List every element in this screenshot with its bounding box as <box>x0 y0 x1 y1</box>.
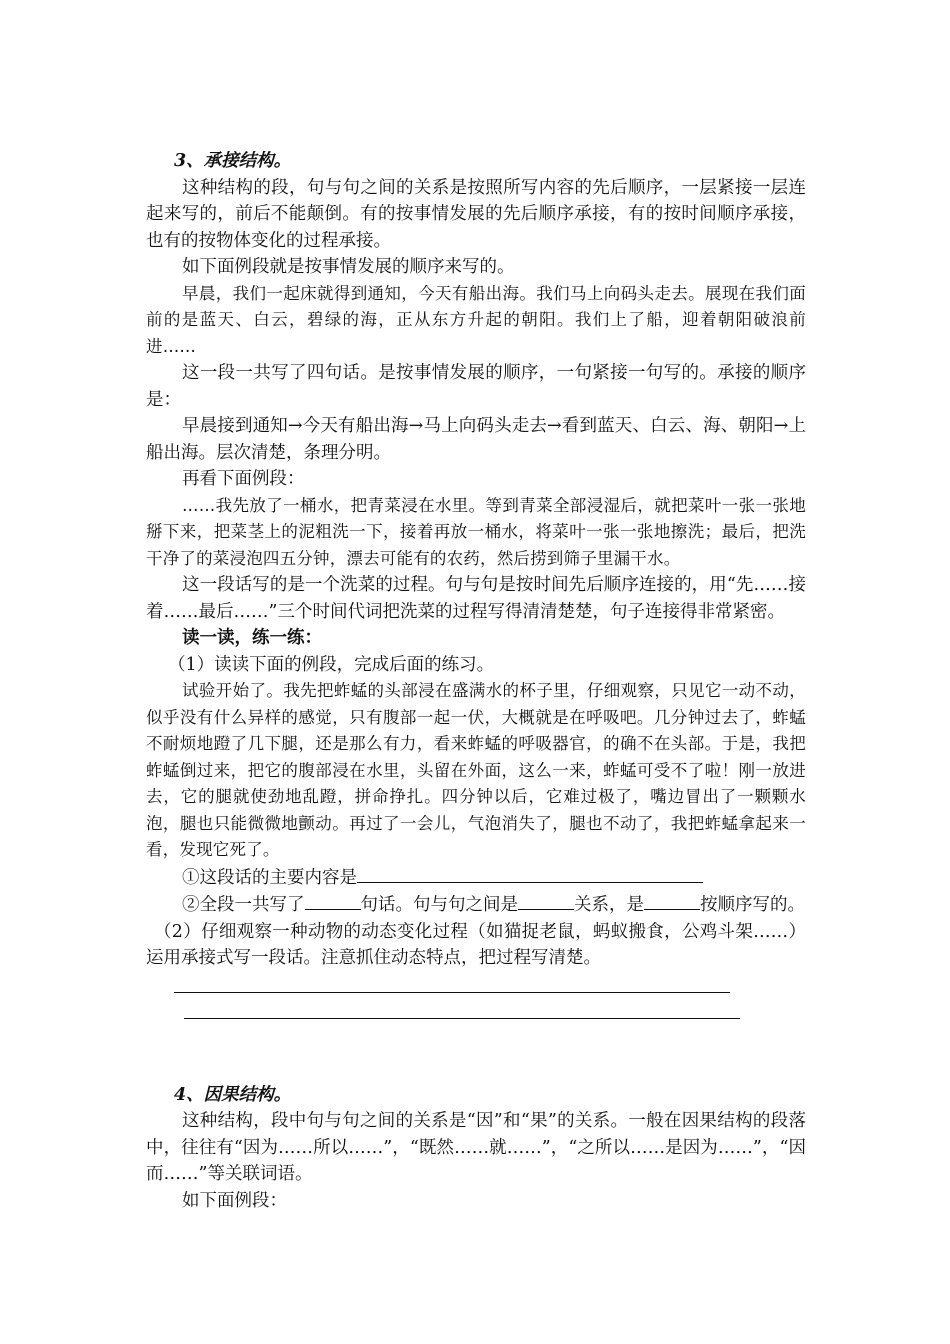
section-4-heading: 4、因果结构。 <box>174 1084 292 1105</box>
section-4-intro: 这种结构，段中句与句之间的关系是“因”和“果”的关系。一般在因果结构的段落中，往往有“因为……所以……”，“既然……就……”，“之所以……是因为……”，“因而……”等关联词语。 <box>146 1111 806 1184</box>
section-spacer <box>146 1028 806 1082</box>
writing-area[interactable] <box>146 972 806 1028</box>
practice-title: 读一读，练一练： <box>182 628 322 648</box>
question-1a-text: ①这段话的主要内容是 <box>182 867 357 888</box>
section-3-example-lead-2: 再看下面例段： <box>182 469 305 489</box>
question-1b-text-4: 按顺序写的。 <box>700 895 805 915</box>
question-1b-text-2: 句话。句与句之间是 <box>360 895 518 915</box>
answer-blank-order[interactable] <box>644 891 700 910</box>
question-1b-text-3: 关系，是 <box>574 895 644 915</box>
example-paragraph-3: 试验开始了。我先把蚱蜢的头部浸在盛满水的杯子里，仔细观察，只见它一动不动，似乎没有什么异样的感觉，只有腹部一起一伏，大概就是在呼吸吧。几分钟过去了，蚱蜢不耐烦地蹬了几下腿，还是那么有力，看来蚱蜢的呼吸器官，的确不在头部。于是，我把蚱蜢倒过来，把它的腹部浸在水里，头留在外面，这么一来，蚱蜢可受不了啦！刚一放进去，它的腿就使劲地乱蹬，拼命挣扎。四分钟以后，它难过极了，嘴边冒出了一颗颗水泡，腿也只能微微地颤动。再过了一会儿，气泡消失了，腿也不动了，我把蚱蜢拿起来一看，发现它死了。 <box>146 681 806 859</box>
section-3-sequence: 早晨接到通知→今天有船出海→马上向码头走去→看到蓝天、白云、海、朝阳→上船出海。层次清楚，条理分明。 <box>146 416 806 463</box>
writing-line-2 <box>184 1018 740 1019</box>
practice-question-1: （1）读读下面的例段，完成后面的练习。 <box>168 654 495 675</box>
practice-question-2: （2）仔细观察一种动物的动态变化过程（如猫捉老鼠，蚂蚁搬食，公鸡斗架……）运用承接式写一段话。注意抓住动态特点，把过程写清楚。 <box>146 921 806 968</box>
writing-line-1 <box>174 992 730 993</box>
answer-blank-sentence-count[interactable] <box>305 891 361 910</box>
section-3-analysis-1: 这一段一共写了四句话。是按事情发展的顺序，一句紧接一句写的。承接的顺序是： <box>146 363 806 410</box>
question-1a <box>146 864 806 892</box>
section-3-example-lead: 如下面例段就是按事情发展的顺序来写的。 <box>182 257 515 277</box>
answer-blank-relation[interactable] <box>518 891 574 910</box>
answer-blank-main-content[interactable] <box>357 864 703 883</box>
section-3-heading: 3、承接结构。 <box>174 151 292 171</box>
question-1b-text-1: ②全段一共写了 <box>182 895 305 915</box>
section-3-intro: 这种结构的段，句与句之间的关系是按照所写内容的先后顺序，一层紧接一层连起来写的，前后不能颠倒。有的按事情发展的先后顺序承接，有的按时间顺序承接，也有的按物体变化的过程承接。 <box>146 177 806 251</box>
document-page <box>146 148 806 1214</box>
question-1b <box>146 891 806 919</box>
section-3-analysis-2: 这一段话写的是一个洗菜的过程。句与句是按时间先后顺序连接的，用“先……接着……最后……”三个时间代词把洗菜的过程写得清清楚楚，句子连接得非常紧密。 <box>146 575 806 622</box>
example-paragraph-2: ……我先放了一桶水，把青菜浸在水里。等到青菜全部浸湿后，就把菜叶一张一张地掰下来，把菜茎上的泥粗洗一下，接着再放一桶水，将菜叶一张一张地擦洗；最后，把洗干净了的菜浸泡四五分钟，漂去可能有的农药，然后捞到筛子里漏干水。 <box>146 495 806 568</box>
example-paragraph-1: 早晨，我们一起床就得到通知，今天有船出海。我们马上向码头走去。展现在我们面前的是蓝天、白云，碧绿的海，正从东方升起的朝阳。我们上了船，迎着朝阳破浪前进…… <box>146 283 806 356</box>
section-4-example-lead: 如下面例段： <box>182 1190 287 1211</box>
